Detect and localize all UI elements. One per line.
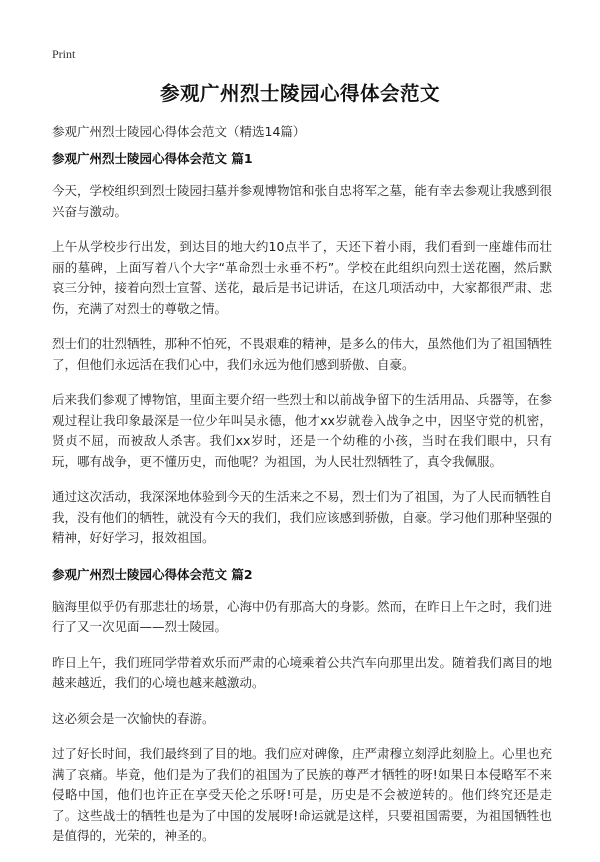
paragraph: 后来我们参观了博物馆，里面主要介绍一些烈士和以前战争留下的生活用品、兵器等，在参观过程让我印象最深是一位少年叫吴永德，他才xx岁就卷入战争之中，因坚守党的机密，贤贞不屈，而被敌人杀害。我们xx岁时，还是一个幼稚的小孩，当时在我们眼中，只有玩，哪有战争，更不懂历史，而他呢？为祖国，为人民壮烈牺牲了，真令我佩服。 xyxy=(52,392,553,469)
paragraph: 烈士们的壮烈牺牲，那种不怕死，不畏艰难的精神，是多么的伟大，虽然他们为了祖国牺牲了，但他们永远活在我们心中，我们永远为他们感到骄傲、自豪。 xyxy=(52,336,553,372)
paragraph: 今天，学校组织到烈士陵园扫墓并参观博物馆和张自忠将军之墓，能有幸去参观让我感到很兴奋与激动。 xyxy=(52,183,553,219)
paragraph: 上午从学校步行出发，到达目的地大约10点半了，天还下着小雨，我们看到一座雄伟而壮丽的墓碑，上面写着八个大字“革命烈士永垂不朽”。学校在此组织向烈士送花圈，然后默哀三分钟，接着向烈士宣誓、送花，最后是书记讲话，在这几项活动中，大家都很严肃、悲伤，充满了对烈士的尊敬之情。 xyxy=(52,239,553,316)
paragraph: 通过这次活动，我深深地体验到今天的生活来之不易，烈士们为了祖国，为了人民而牺牲自我，没有他们的牺牲，就没有今天的我们，我们应该感到骄傲，自豪。学习他们那种坚强的精神，好好学习，报效祖国。 xyxy=(52,489,553,545)
section-2 xyxy=(52,566,552,847)
paragraph: 昨日上午，我们班同学带着欢乐而严肃的心境乘着公共汽车向那里出发。随着我们离目的地越来越近，我们的心境也越来越激动。 xyxy=(52,654,553,690)
section-heading: 参观广州烈士陵园心得体会范文 篇1 xyxy=(52,151,253,166)
paragraph: 脑海里似乎仍有那悲壮的场景，心海中仍有那高大的身影。然而，在昨日上午之时，我们进行了又一次见面——烈士陵园。 xyxy=(52,598,553,634)
page-title: 参观广州烈士陵园心得体会范文 xyxy=(159,82,440,105)
article-body xyxy=(52,150,552,862)
section-1 xyxy=(52,150,552,549)
print-link[interactable]: Print xyxy=(52,47,76,61)
paragraph: 这必须会是一次愉快的春游。 xyxy=(52,710,215,726)
page-subtitle: 参观广州烈士陵园心得体会范文（精选14篇） xyxy=(52,124,306,139)
paragraph: 过了好长时间，我们最终到了目的地。我们应对碑像，庄严肃穆立刻浮此刻脸上。心里也充满了哀痛。毕竟，他们是为了我们的祖国为了民族的尊严才牺牲的呀!如果日本侵略军不来侵略中国，他们也许正在享受天伦之乐呀!可是，历史是不会被逆转的。他们终究还是走了。这些战士的牺牲也是为了中国的发展呀!命运就是这样，只要祖国需要，为祖国牺牲也是值得的，光荣的，神圣的。 xyxy=(52,746,553,843)
section-heading: 参观广州烈士陵园心得体会范文 篇2 xyxy=(52,566,253,582)
